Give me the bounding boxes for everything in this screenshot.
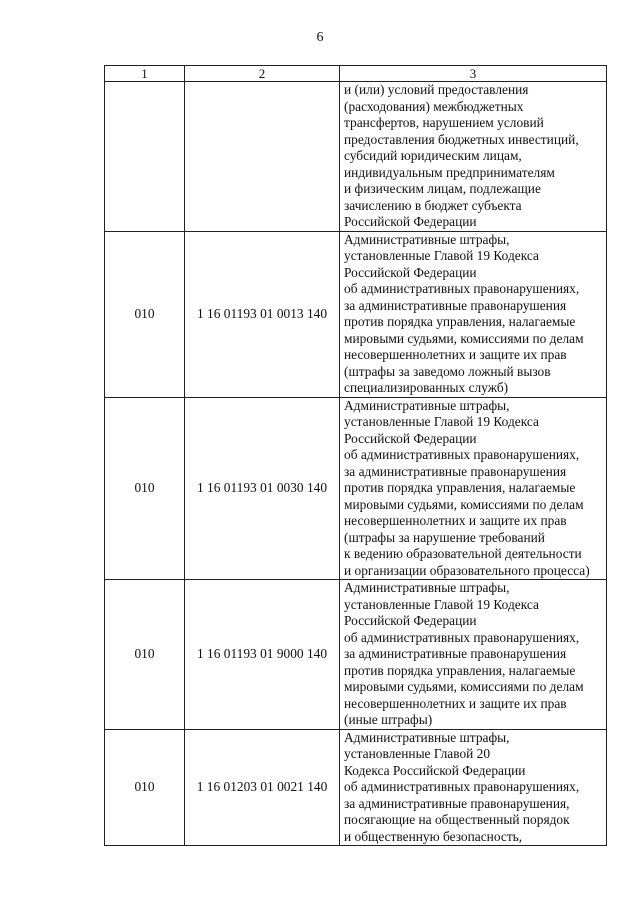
description-line: предоставления бюджетных инвестиций, <box>344 131 579 147</box>
description-line: установленные Главой 19 Кодекса <box>344 248 539 263</box>
table-row <box>105 82 607 232</box>
description-line: несовершеннолетних и защите их прав <box>344 347 567 362</box>
description-line: за административные правонарушения <box>344 297 567 313</box>
description-line: (иные штрафы) <box>344 712 433 727</box>
kbk-code-cell: 1 16 01193 01 0013 140 <box>185 231 340 397</box>
description-line: об административных правонарушениях, <box>344 281 580 296</box>
header-cell-2: 2 <box>185 66 340 82</box>
description-line: и организации образовательного процесса) <box>344 562 590 578</box>
description-line: зачислению в бюджет субъекта <box>344 197 522 213</box>
description-line: несовершеннолетних и защите их прав <box>344 695 567 711</box>
admin-code-cell: 010 <box>105 231 185 397</box>
description-line: за административные правонарушения, <box>344 795 570 811</box>
description-line: против порядка управления, налагаемые <box>344 314 576 329</box>
description-line: за административные правонарушения <box>344 463 567 479</box>
description-line: трансфертов, нарушением условий <box>344 115 544 130</box>
description-line: Административные штрафы, <box>344 231 510 247</box>
description-cell <box>340 82 607 232</box>
description-line: субсидий юридическим лицам, <box>344 148 522 163</box>
admin-code-cell: 010 <box>105 580 185 730</box>
description-line: (штрафы за нарушение требований <box>344 529 545 545</box>
description-cell <box>340 231 607 397</box>
description-line: и физическим лицам, подлежащие <box>344 181 541 196</box>
description-line: об административных правонарушениях, <box>344 447 580 462</box>
description-line: против порядка управления, налагаемые <box>344 480 576 495</box>
description-line: Административные штрафы, <box>344 729 510 745</box>
kbk-code-cell: 1 16 01193 01 9000 140 <box>185 580 340 730</box>
table-body <box>105 82 607 846</box>
table-row <box>105 729 607 846</box>
description-line: за административные правонарушения <box>344 646 567 661</box>
table-header-row <box>105 66 607 82</box>
description-cell <box>340 397 607 580</box>
description-line: (расходования) межбюджетных <box>344 98 524 114</box>
description-line: Административные штрафы, <box>344 397 510 413</box>
table-row <box>105 580 607 730</box>
table-row <box>105 397 607 580</box>
description-line: установленные Главой 19 Кодекса <box>344 414 539 429</box>
description-line: Кодекса Российской Федерации <box>344 762 526 778</box>
description-line: Российской Федерации <box>344 430 477 446</box>
header-cell-3: 3 <box>340 66 607 82</box>
admin-code-cell <box>105 82 185 232</box>
description-line: мировыми судьями, комиссиями по делам <box>344 496 584 512</box>
description-line: против порядка управления, налагаемые <box>344 662 576 678</box>
description-line: установленные Главой 19 Кодекса <box>344 596 539 612</box>
kbk-code-cell: 1 16 01203 01 0021 140 <box>185 729 340 846</box>
description-line: (штрафы за заведомо ложный вызов <box>344 363 551 379</box>
description-line: посягающие на общественный порядок <box>344 812 570 827</box>
kbk-code-cell: 1 16 01193 01 0030 140 <box>185 397 340 580</box>
description-line: и (или) условий предоставления <box>344 82 529 97</box>
page-number: 6 <box>316 30 324 45</box>
description-line: индивидуальным предпринимателям <box>344 164 555 180</box>
description-line: специализированных служб) <box>344 380 509 395</box>
description-line: об административных правонарушениях, <box>344 779 580 794</box>
kbk-table <box>104 65 607 846</box>
admin-code-cell: 010 <box>105 729 185 846</box>
admin-code-cell: 010 <box>105 397 185 580</box>
kbk-code-cell <box>185 82 340 232</box>
description-line: Российской Федерации <box>344 214 477 229</box>
description-line: мировыми судьями, комиссиями по делам <box>344 330 584 346</box>
description-line: несовершеннолетних и защите их прав <box>344 513 567 528</box>
description-line: Административные штрафы, <box>344 580 510 595</box>
header-cell-1: 1 <box>105 66 185 82</box>
description-line: Российской Федерации <box>344 264 477 280</box>
description-line: и общественную безопасность, <box>344 828 523 844</box>
description-line: установленные Главой 20 <box>344 746 491 761</box>
description-cell <box>340 729 607 846</box>
description-line: к ведению образовательной деятельности <box>344 546 582 561</box>
description-line: мировыми судьями, комиссиями по делам <box>344 679 584 694</box>
table-row <box>105 231 607 397</box>
description-line: Российской Федерации <box>344 613 477 628</box>
description-cell <box>340 580 607 730</box>
description-line: об административных правонарушениях, <box>344 629 580 645</box>
